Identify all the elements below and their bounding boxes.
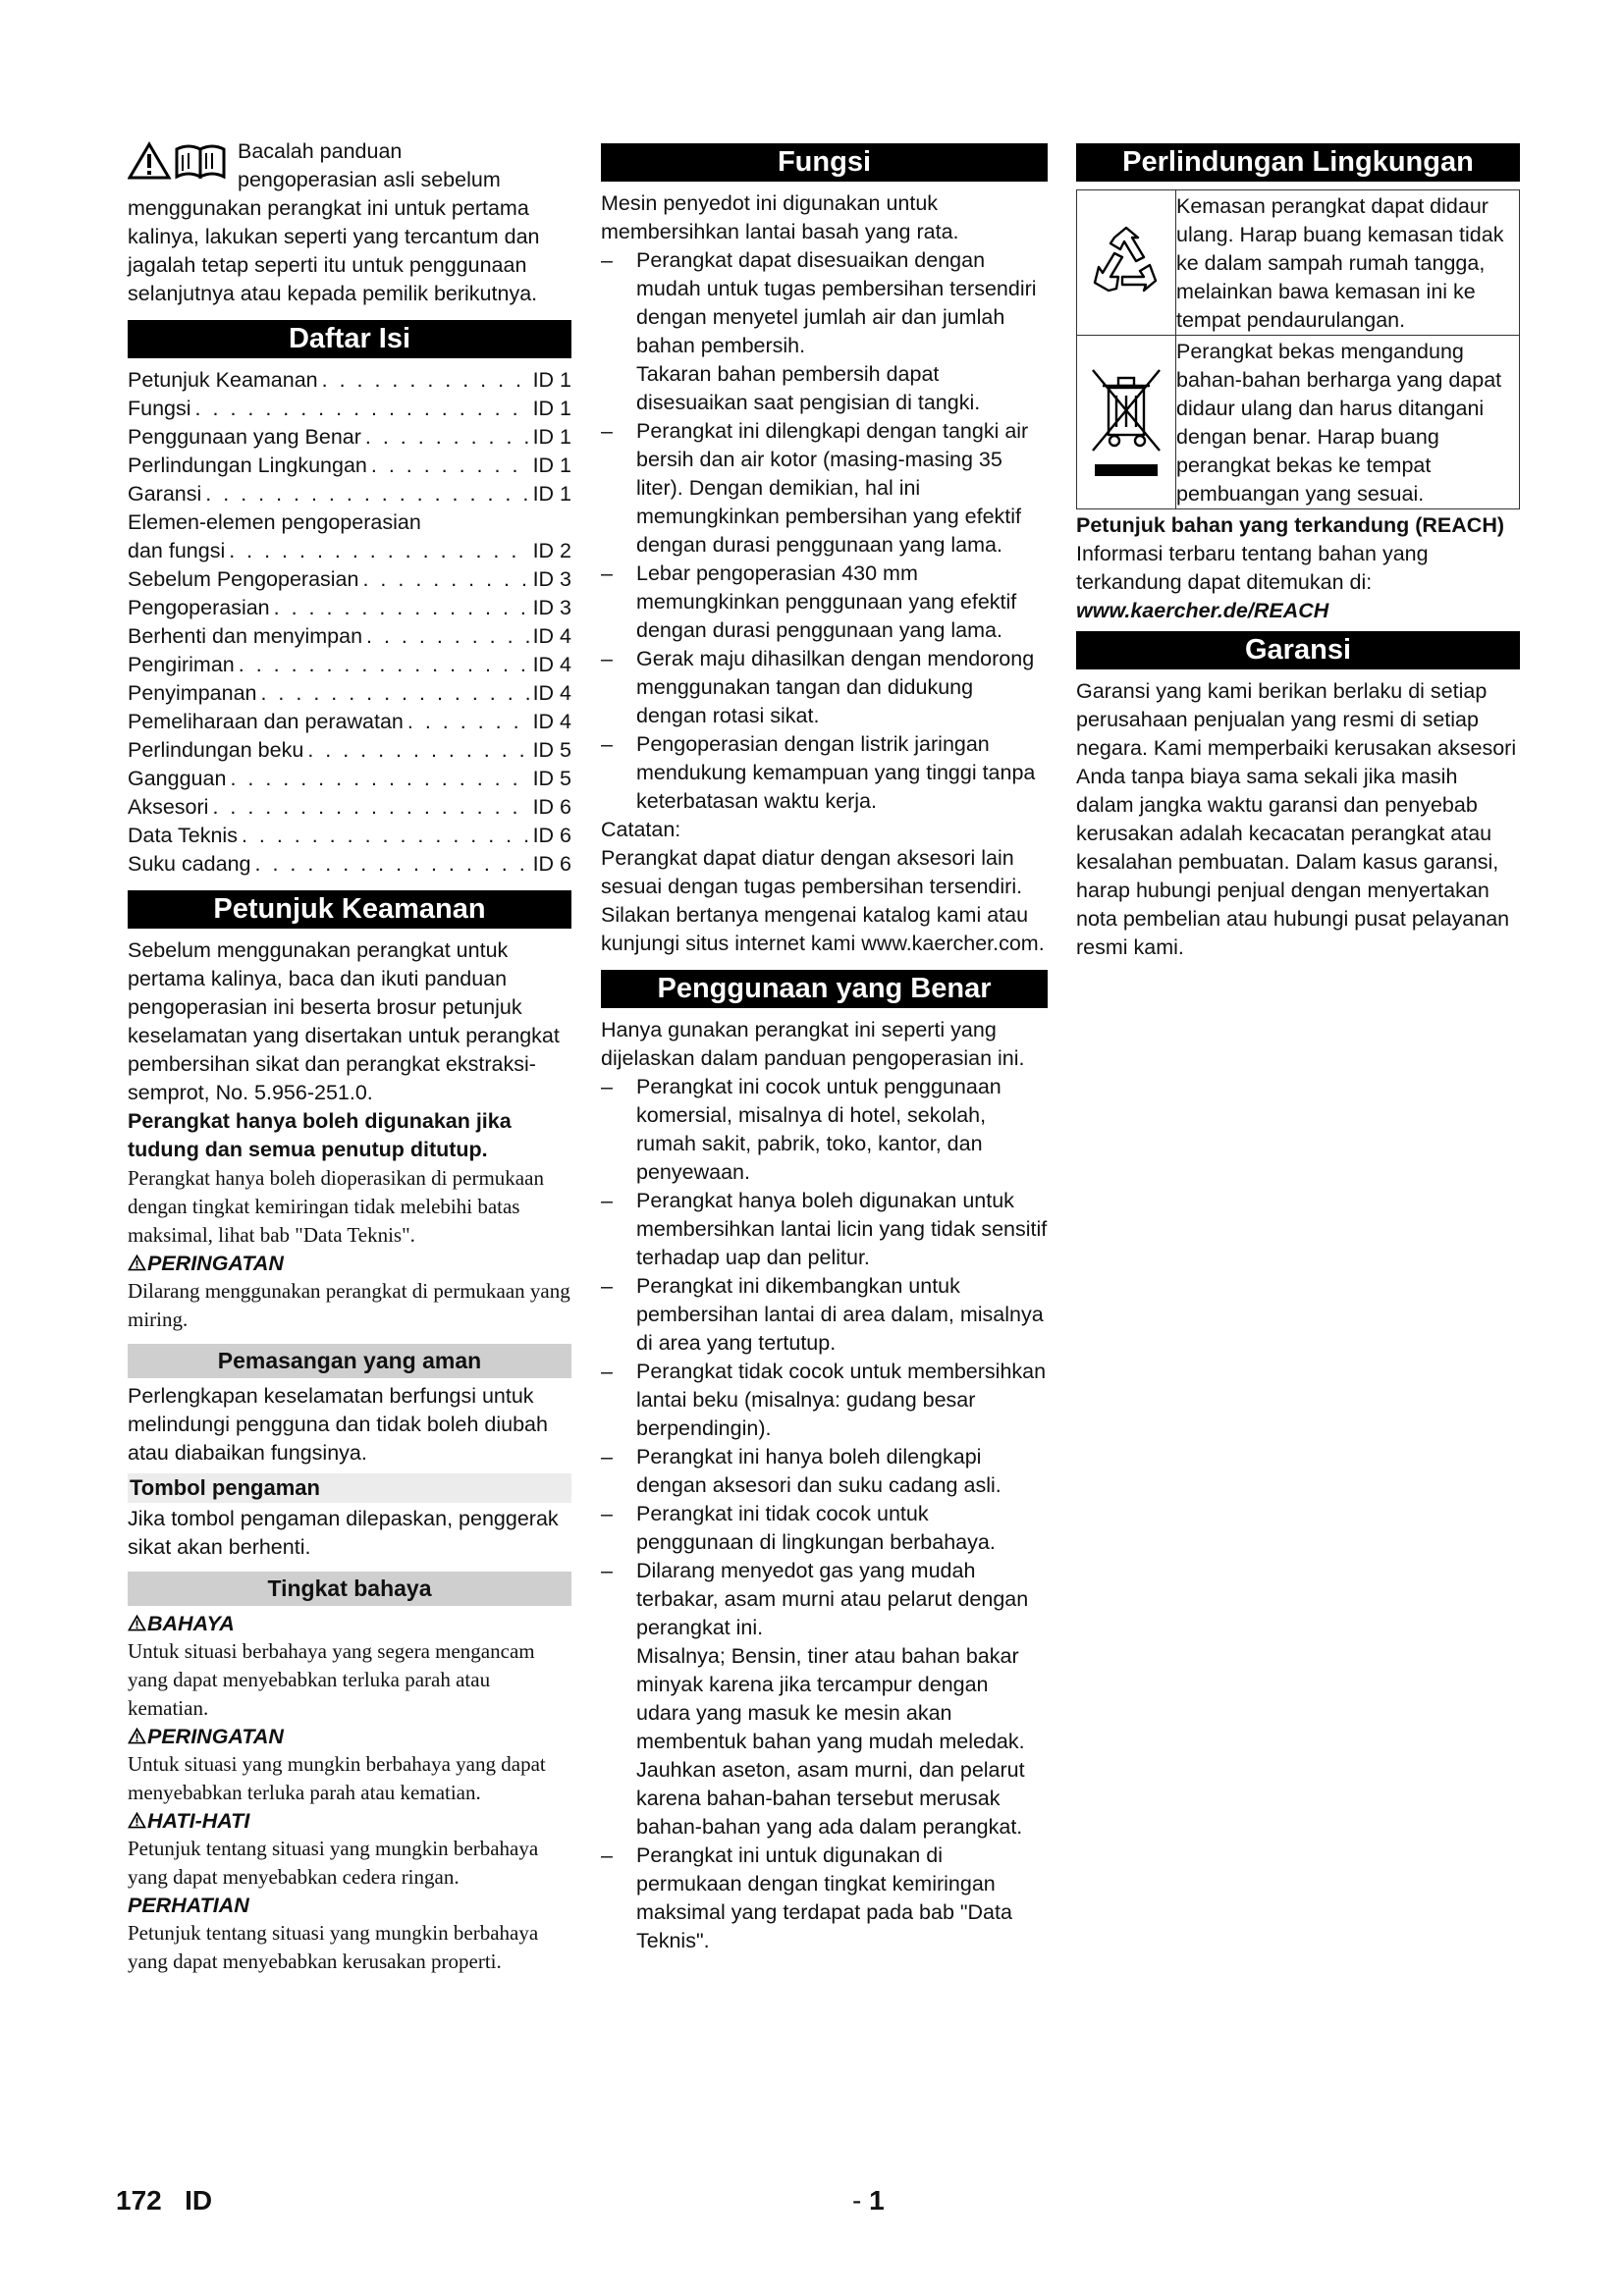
toc-item[interactable] bbox=[128, 651, 571, 679]
danger-level-text: Untuk situasi berbahaya yang segera mengancam yang dapat menyebabkan terluka parah atau kematian. bbox=[128, 1639, 535, 1720]
list-item-extra: Misalnya; Bensin, tiner atau bahan bakar minyak karena jika tercampur dengan udara yang masuk ke mesin akan membentuk bahan yang mudah meledak. Jauhkan aseton, asam murni, dan pelarut karena bahan-bahan tersebut merusak bahan-bahan yang ada dalam perangkat. bbox=[636, 1644, 1025, 1839]
toc-item-label: Perlindungan Lingkungan bbox=[128, 454, 367, 477]
recycle-icon bbox=[1077, 190, 1176, 335]
toc-title: Daftar Isi bbox=[128, 320, 571, 358]
list-item bbox=[601, 417, 1048, 560]
environment-row-weee bbox=[1077, 335, 1519, 508]
toc-item-label: Penyimpanan bbox=[128, 681, 257, 705]
toc-item-page: ID 1 bbox=[532, 482, 571, 506]
toc-leader-dots bbox=[256, 679, 528, 708]
danger-level-heading bbox=[128, 1807, 571, 1835]
warning-triangle-icon bbox=[128, 1812, 146, 1829]
environment-table bbox=[1076, 189, 1520, 509]
toc-item-label: Berhenti dan menyimpan bbox=[128, 624, 363, 648]
toc-item[interactable] bbox=[128, 565, 571, 594]
toc-list bbox=[128, 366, 571, 879]
toc-leader-dots bbox=[225, 537, 528, 565]
toc-leader-dots bbox=[362, 622, 529, 651]
danger-level-label: BAHAYA bbox=[147, 1612, 235, 1635]
warning-triangle-icon bbox=[128, 1255, 146, 1271]
toc-item-label: Suku cadang bbox=[128, 852, 251, 876]
toc-item-page: ID 1 bbox=[532, 368, 571, 392]
toc-item-label: Pemeliharaan dan perawatan bbox=[128, 710, 404, 733]
list-item-text: Perangkat ini dilengkapi dengan tangki air bersih dan air kotor (masing-masing 35 liter). Dengan demikian, hal ini memungkinkan pembersihan yang efektif dengan durasi penggunaan yang lama. bbox=[636, 419, 1029, 557]
recycle-symbol-icon bbox=[1085, 222, 1167, 304]
list-item bbox=[601, 645, 1048, 730]
toc-item[interactable] bbox=[128, 708, 571, 736]
toc-leader-dots bbox=[235, 651, 529, 679]
list-item-text: Pengoperasian dengan listrik jaringan mendukung kemampuan yang tinggi tanpa keterbatasan waktu kerja. bbox=[636, 732, 1036, 813]
list-item-text: Perangkat ini cocok untuk penggunaan komersial, misalnya di hotel, sekolah, rumah sakit, pabrik, toko, kantor, dan penyewaan. bbox=[636, 1075, 1001, 1184]
function-note-text: Perangkat dapat diatur dengan aksesori lain sesuai dengan tugas pembersihan tersendiri. bbox=[601, 846, 1023, 898]
safety-warning-heading bbox=[128, 1250, 571, 1277]
list-item bbox=[601, 1358, 1048, 1443]
list-item bbox=[601, 1842, 1048, 1955]
toc-leader-dots bbox=[404, 708, 529, 736]
safety-button-text: Jika tombol pengaman dilepaskan, penggerak sikat akan berhenti. bbox=[128, 1507, 559, 1559]
toc-item[interactable] bbox=[128, 765, 571, 793]
toc-item-page: ID 4 bbox=[532, 624, 571, 648]
toc-item[interactable] bbox=[128, 822, 571, 850]
toc-leader-dots bbox=[226, 765, 528, 793]
safety-slope-note: Perangkat hanya boleh dioperasikan di permukaan dengan tingkat kemiringan tidak melebihi batas maksimal, lihat bab "Data Teknis". bbox=[128, 1166, 544, 1247]
toc-item-label: Aksesori bbox=[128, 795, 209, 819]
toc-item-page: ID 5 bbox=[532, 767, 571, 790]
toc-item[interactable] bbox=[128, 395, 571, 423]
intro-line-2: pengoperasian asli sebelum bbox=[238, 168, 501, 191]
environment-title: Perlindungan Lingkungan bbox=[1076, 143, 1520, 182]
weee-icon bbox=[1077, 336, 1176, 508]
toc-item-label: Elemen-elemen pengoperasian bbox=[128, 510, 421, 534]
toc-item-page: ID 1 bbox=[532, 397, 571, 420]
list-item-text: Perangkat hanya boleh digunakan untuk membersihkan lantai licin yang tidak sensitif terhadap uap dan pelitur. bbox=[636, 1189, 1048, 1269]
toc-item-page: ID 3 bbox=[532, 567, 571, 591]
proper-use-title: Penggunaan yang Benar bbox=[601, 970, 1048, 1008]
footer-page-label bbox=[116, 2185, 212, 2216]
toc-item[interactable] bbox=[128, 850, 571, 879]
environment-recycle-text: Kemasan perangkat dapat didaur ulang. Harap buang kemasan tidak ke dalam sampah rumah tangga, melainkan bawa kemasan ini ke tempat pendaurulangan. bbox=[1176, 194, 1504, 332]
safety-button-title: Tombol pengaman bbox=[128, 1473, 571, 1503]
list-item bbox=[601, 1187, 1048, 1272]
toc-item-page: ID 4 bbox=[532, 681, 571, 705]
warranty-title: Garansi bbox=[1076, 631, 1520, 669]
reach-url-link[interactable]: www.kaercher.de/REACH bbox=[1076, 599, 1329, 622]
list-item-extra: Takaran bahan pembersih dapat disesuaikan saat pengisian di tangki. bbox=[636, 362, 981, 414]
toc-item-label: Sebelum Pengoperasian bbox=[128, 567, 359, 591]
footer-center-number: 1 bbox=[869, 2185, 885, 2216]
toc-item-label: Pengoperasian bbox=[128, 596, 270, 619]
proper-use-intro: Hanya gunakan perangkat ini seperti yang dijelaskan dalam panduan pengoperasian ini. bbox=[601, 1018, 1025, 1070]
list-item-text: Perangkat ini untuk digunakan di permukaan dengan tingkat kemiringan maksimal yang terdapat pada bab "Data Teknis". bbox=[636, 1843, 1012, 1952]
list-item-text: Perangkat ini hanya boleh dilengkapi dengan aksesori dan suku cadang asli. bbox=[636, 1445, 1001, 1497]
list-item bbox=[601, 730, 1048, 816]
toc-leader-dots bbox=[191, 395, 529, 423]
danger-level-label: HATI-HATI bbox=[147, 1809, 250, 1833]
warning-triangle-icon bbox=[128, 1728, 146, 1744]
list-item bbox=[601, 246, 1048, 417]
danger-level-label: PERINGATAN bbox=[147, 1725, 284, 1748]
toc-leader-dots bbox=[358, 565, 528, 594]
safety-warning-label: PERINGATAN bbox=[147, 1252, 284, 1275]
safe-install-text: Perlengkapan keselamatan berfungsi untuk melindungi pengguna dan tidak boleh diubah atau diabaikan fungsinya. bbox=[128, 1384, 548, 1465]
toc-item[interactable] bbox=[128, 537, 571, 565]
footer-page-number: 172 bbox=[116, 2185, 162, 2216]
toc-item[interactable] bbox=[128, 622, 571, 651]
function-list bbox=[601, 246, 1048, 816]
danger-level-heading bbox=[128, 1723, 571, 1750]
toc-item-page: ID 6 bbox=[532, 795, 571, 819]
reach-text: Informasi terbaru tentang bahan yang terkandung dapat ditemukan di: bbox=[1076, 542, 1429, 594]
list-item-text: Perangkat dapat disesuaikan dengan mudah untuk tugas pembersihan tersendiri dengan menyetel jumlah air dan jumlah bahan pembersih. bbox=[636, 248, 1037, 357]
function-intro: Mesin penyedot ini digunakan untuk membersihkan lantai basah yang rata. bbox=[601, 191, 959, 243]
toc-item-page: ID 4 bbox=[532, 710, 571, 733]
toc-leader-dots bbox=[270, 594, 529, 622]
list-item-text: Perangkat ini dikembangkan untuk pembersihan lantai di area dalam, misalnya di area yang tertutup. bbox=[636, 1274, 1044, 1355]
toc-leader-dots bbox=[208, 793, 528, 822]
manual-warning-icons bbox=[128, 141, 234, 181]
column-middle bbox=[601, 137, 1048, 1955]
list-item-text: Perangkat tidak cocok untuk membersihkan lantai beku (misalnya: gudang besar berpendingin). bbox=[636, 1360, 1047, 1440]
function-title: Fungsi bbox=[601, 143, 1048, 182]
toc-item-page: ID 4 bbox=[532, 653, 571, 676]
danger-levels-title: Tingkat bahaya bbox=[128, 1572, 571, 1606]
toc-item[interactable] bbox=[128, 793, 571, 822]
toc-item[interactable] bbox=[128, 736, 571, 765]
toc-item-label: Garansi bbox=[128, 482, 202, 506]
safety-intro: Sebelum menggunakan perangkat untuk pertama kalinya, baca dan ikuti panduan pengoperasian ini beserta brosur petunjuk keselamatan yang disertakan untuk perangkat pembersihan sikat dan perangkat ekstraksi-semprot, No. 5.956-251.0. bbox=[128, 938, 560, 1104]
proper-use-list bbox=[601, 1073, 1048, 1955]
function-note-label: Catatan: bbox=[601, 818, 681, 841]
toc-item[interactable] bbox=[128, 480, 571, 508]
danger-level-text: Untuk situasi yang mungkin berbahaya yang dapat menyebabkan terluka parah atau kematian. bbox=[128, 1752, 546, 1804]
toc-leader-dots bbox=[303, 736, 528, 765]
safety-title: Petunjuk Keamanan bbox=[128, 890, 571, 929]
toc-item-label: Fungsi bbox=[128, 397, 191, 420]
intro-line-1: Bacalah panduan bbox=[238, 139, 403, 163]
list-item-text: Perangkat ini tidak cocok untuk penggunaan di lingkungan berbahaya. bbox=[636, 1502, 996, 1554]
footer-center-page bbox=[852, 2185, 885, 2216]
intro-block bbox=[128, 137, 571, 308]
toc-leader-dots bbox=[201, 480, 528, 508]
list-item bbox=[601, 1557, 1048, 1842]
toc-item-page: ID 5 bbox=[532, 738, 571, 762]
footer-language: ID bbox=[185, 2185, 213, 2216]
environment-row-recycle bbox=[1077, 190, 1519, 335]
toc-item[interactable] bbox=[128, 594, 571, 622]
list-item bbox=[601, 1500, 1048, 1557]
list-item bbox=[601, 1272, 1048, 1358]
toc-item-page: ID 6 bbox=[532, 852, 571, 876]
danger-levels-list bbox=[128, 1610, 571, 1976]
toc-leader-dots bbox=[367, 452, 529, 480]
danger-level-text: Petunjuk tentang situasi yang mungkin berbahaya yang dapat menyebabkan kerusakan properti. bbox=[128, 1921, 539, 1973]
safe-install-title: Pemasangan yang aman bbox=[128, 1344, 571, 1378]
safety-bold-note: Perangkat hanya boleh digunakan jika tudung dan semua penutup ditutup. bbox=[128, 1109, 512, 1161]
list-item bbox=[601, 1073, 1048, 1187]
function-catalog-text: Silakan bertanya mengenai katalog kami atau kunjungi situs internet kami www.kaercher.com. bbox=[601, 903, 1045, 955]
toc-leader-dots bbox=[238, 822, 529, 850]
toc-item-label: dan fungsi bbox=[128, 539, 226, 562]
toc-item-label: Perlindungan beku bbox=[128, 738, 304, 762]
toc-item[interactable] bbox=[128, 679, 571, 708]
danger-level-heading bbox=[128, 1610, 571, 1637]
toc-item-label: Petunjuk Keamanan bbox=[128, 368, 318, 392]
footer-center-dash: - bbox=[852, 2185, 862, 2216]
danger-level-label: PERHATIAN bbox=[128, 1894, 249, 1917]
danger-level-text: Petunjuk tentang situasi yang mungkin berbahaya yang dapat menyebabkan cedera ringan. bbox=[128, 1837, 539, 1889]
toc-item-page: ID 6 bbox=[532, 824, 571, 847]
toc-leader-dots bbox=[251, 850, 529, 879]
crossed-bin-icon bbox=[1085, 358, 1167, 486]
reach-title: Petunjuk bahan yang terkandung (REACH) bbox=[1076, 513, 1505, 537]
toc-item-label: Pengiriman bbox=[128, 653, 235, 676]
toc-item-label: Gangguan bbox=[128, 767, 227, 790]
list-item bbox=[601, 1443, 1048, 1500]
list-item bbox=[601, 560, 1048, 645]
toc-leader-dots bbox=[361, 423, 529, 452]
toc-item-page: ID 1 bbox=[532, 425, 571, 449]
toc-item-label: Data Teknis bbox=[128, 824, 238, 847]
intro-rest: menggunakan perangkat ini untuk pertama kalinya, lakukan seperti yang tercantum dan jagalah tetap seperti itu untuk penggunaan selanjutnya atau kepada pemilik berikutnya. bbox=[128, 196, 540, 305]
warning-book-icon bbox=[128, 141, 234, 181]
warranty-text: Garansi yang kami berikan berlaku di setiap perusahaan penjualan yang resmi di setiap negara. Kami memperbaiki kerusakan aksesori Anda tanpa biaya sama sekali jika masih dalam jangka waktu garansi dan penyebab kerusakan adalah kecacatan perangkat atau kesalahan pembuatan. Dalam kasus garansi, harap hubungi penjual dengan menyertakan nota pembelian atau hubungi pusat pelayanan resmi kami. bbox=[1076, 679, 1517, 959]
toc-item[interactable] bbox=[128, 452, 571, 480]
safety-warning-text: Dilarang menggunakan perangkat di permukaan yang miring. bbox=[128, 1279, 570, 1331]
toc-item[interactable] bbox=[128, 423, 571, 452]
column-left bbox=[128, 137, 571, 1976]
list-item-text: Gerak maju dihasilkan dengan mendorong menggunakan tangan dan didukung dengan rotasi sikat. bbox=[636, 647, 1035, 727]
toc-item-page: ID 1 bbox=[532, 454, 571, 477]
list-item-text: Lebar pengoperasian 430 mm memungkinkan penggunaan yang efektif dengan durasi penggunaan yang lama. bbox=[636, 561, 1017, 642]
toc-item[interactable] bbox=[128, 366, 571, 395]
column-right bbox=[1076, 137, 1520, 962]
list-item-text: Dilarang menyedot gas yang mudah terbakar, asam murni atau pelarut dengan perangkat ini. bbox=[636, 1559, 1029, 1639]
environment-weee-text: Perangkat bekas mengandung bahan-bahan berharga yang dapat didaur ulang dan harus ditangani dengan benar. Harap buang perangkat bekas ke tempat pembuangan yang sesuai. bbox=[1176, 340, 1502, 506]
toc-item-page: ID 3 bbox=[532, 596, 571, 619]
danger-level-heading bbox=[128, 1892, 571, 1919]
toc-leader-dots bbox=[318, 366, 529, 395]
toc-item-page: ID 2 bbox=[532, 539, 571, 562]
toc-item[interactable] bbox=[128, 508, 571, 537]
warning-triangle-icon bbox=[128, 1615, 146, 1631]
toc-item-label: Penggunaan yang Benar bbox=[128, 425, 361, 449]
